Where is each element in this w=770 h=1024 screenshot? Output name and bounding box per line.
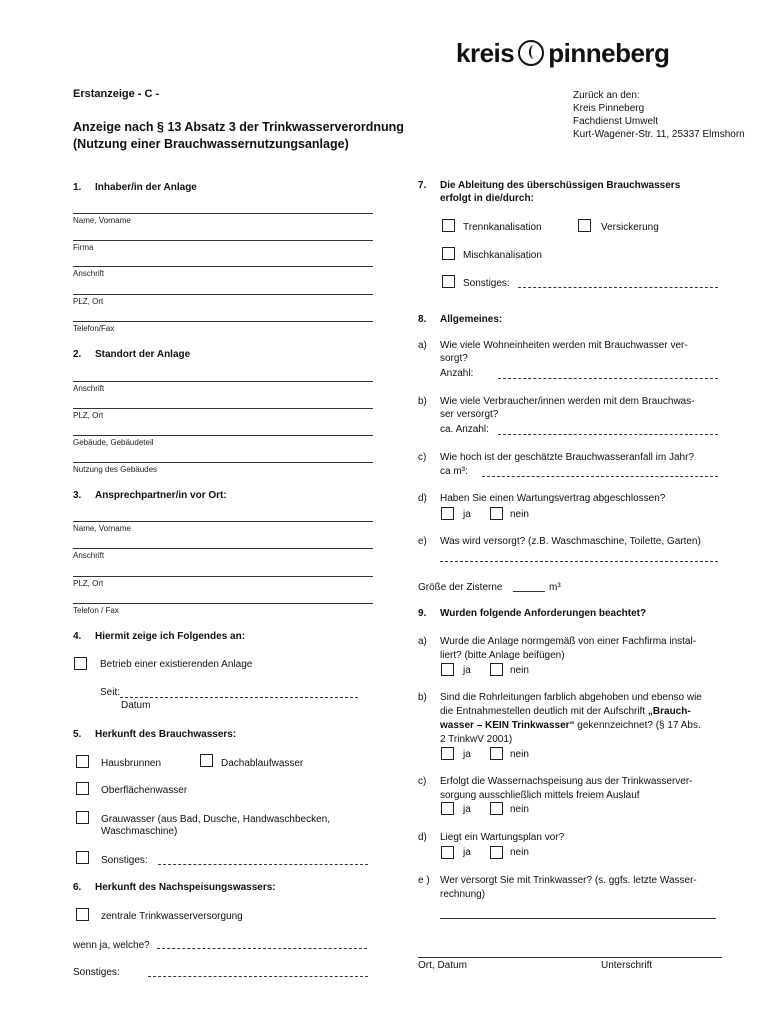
- input-line-ca-anzahl[interactable]: [498, 434, 718, 435]
- question-text: wasser – KEIN Trinkwasser“ gekennzeichnet? (§ 17 Abs.: [440, 720, 701, 731]
- sonstiges-label: Sonstiges:: [73, 967, 120, 978]
- item-label: d): [418, 832, 427, 843]
- checkbox-sonstiges[interactable]: [442, 275, 455, 288]
- question-text: Was wird versorgt? (z.B. Waschmaschine, Toilette, Garten): [440, 536, 701, 547]
- option-label: zentrale Trinkwasserversorgung: [101, 911, 243, 922]
- ort-datum-label: Ort, Datum: [418, 960, 467, 971]
- field-label: PLZ, Ort: [73, 297, 104, 306]
- unterschrift-label: Unterschrift: [601, 960, 653, 971]
- input-line-anschrift[interactable]: [73, 548, 373, 549]
- input-line-plz[interactable]: [73, 294, 373, 295]
- checkbox-grauwasser[interactable]: [76, 811, 89, 824]
- question-text: Wie viele Verbraucher/innen werden mit dem Brauchwas-: [440, 396, 695, 407]
- item-label: d): [418, 493, 427, 504]
- logo-text-right: pinneberg: [548, 38, 670, 68]
- checkbox-trennkanalisation[interactable]: [442, 219, 455, 232]
- option-label: Mischkanalisation: [463, 250, 542, 261]
- erstanzeige-label: Erstanzeige - C -: [73, 88, 160, 100]
- section-2-heading: 2. Standort der Anlage: [73, 349, 191, 360]
- input-line-zisterne[interactable]: [513, 591, 545, 592]
- return-line: Zurück an den:: [573, 90, 640, 101]
- logo-text-left: kreis: [456, 38, 515, 68]
- question-text: rechnung): [440, 889, 486, 900]
- item-label: a): [418, 636, 427, 647]
- checkbox-mischkanalisation[interactable]: [442, 247, 455, 260]
- wenn-ja-label: wenn ja, welche?: [73, 940, 150, 951]
- question-text: liert? (bitte Anlage beifügen): [440, 650, 565, 661]
- checkbox-dachablaufwasser[interactable]: [200, 754, 213, 767]
- checkbox-nein[interactable]: [490, 846, 503, 859]
- checkbox-sonstiges[interactable]: [76, 851, 89, 864]
- field-label: Name, Vorname: [73, 216, 131, 225]
- question-text: Sind die Rohrleitungen farblich abgehoben und ebenso wie: [440, 692, 702, 703]
- section-7-heading: 7. Die Ableitung des überschüssigen Brauchwassers: [418, 180, 681, 191]
- option-label: Grauwasser (aus Bad, Dusche, Handwaschbecken,: [101, 814, 331, 825]
- input-line-gebaeude[interactable]: [73, 435, 373, 436]
- item-label: b): [418, 692, 427, 703]
- m3-unit: m³: [549, 582, 561, 593]
- section-1-heading: 1. Inhaber/in der Anlage: [73, 182, 197, 193]
- input-line-name[interactable]: [73, 213, 373, 214]
- section-5-heading: 5. Herkunft des Brauchwassers:: [73, 729, 237, 740]
- field-label: Telefon / Fax: [73, 606, 119, 615]
- field-label: Gebäude, Gebäudeteil: [73, 438, 154, 447]
- checkbox-ja[interactable]: [441, 747, 454, 760]
- question-text: sorgung ausschließlich mittels freiem Auslauf: [440, 790, 640, 801]
- input-line-telefon[interactable]: [73, 321, 373, 322]
- field-label: Anschrift: [73, 551, 105, 560]
- question-text: ca. Anzahl:: [440, 424, 489, 435]
- input-line-sonstiges[interactable]: [148, 976, 368, 977]
- question-text: die Entnahmestellen deutlich mit der Aufschrift „Brauch-: [440, 706, 691, 717]
- question-text: Anzahl:: [440, 368, 474, 379]
- option-label: Waschmaschine): [101, 826, 178, 837]
- checkbox-oberflaechenwasser[interactable]: [76, 782, 89, 795]
- section-4-heading: 4. Hiermit zeige ich Folgendes an:: [73, 631, 246, 642]
- item-label: b): [418, 396, 427, 407]
- input-line-versorgt[interactable]: [440, 561, 718, 562]
- input-line-name[interactable]: [73, 521, 373, 522]
- option-label: Betrieb einer existierenden Anlage: [100, 659, 253, 670]
- input-line-nutzung[interactable]: [73, 462, 373, 463]
- checkbox-nein[interactable]: [490, 663, 503, 676]
- signature-line[interactable]: [418, 957, 722, 958]
- field-label: Nutzung des Gebäudes: [73, 465, 158, 474]
- seit-label: Seit:: [100, 687, 121, 698]
- yes-label: ja: [463, 509, 471, 520]
- checkbox-hausbrunnen[interactable]: [76, 755, 89, 768]
- field-label: Firma: [73, 243, 94, 252]
- field-label: PLZ, Ort: [73, 411, 104, 420]
- form-title-line2: (Nutzung einer Brauchwassernutzungsanlage): [73, 137, 349, 151]
- checkbox-ja[interactable]: [441, 802, 454, 815]
- datum-label: Datum: [121, 700, 151, 711]
- option-label: Oberflächenwasser: [101, 785, 188, 796]
- checkbox-zentrale-trinkwasserversorgung[interactable]: [76, 908, 89, 921]
- input-line-sonstiges[interactable]: [518, 287, 718, 288]
- option-label: Sonstiges:: [463, 278, 510, 289]
- question-text: Haben Sie einen Wartungsvertrag abgeschlossen?: [440, 493, 666, 504]
- question-text: Liegt ein Wartungsplan vor?: [440, 832, 565, 843]
- item-label: c): [418, 452, 427, 463]
- input-line-plz[interactable]: [73, 408, 373, 409]
- field-label: PLZ, Ort: [73, 579, 104, 588]
- checkbox-ja[interactable]: [441, 846, 454, 859]
- input-line-m3[interactable]: [482, 476, 718, 477]
- field-label: Anschrift: [73, 384, 105, 393]
- field-label: Anschrift: [73, 269, 105, 278]
- input-line-anschrift[interactable]: [73, 266, 373, 267]
- input-line-wenn-ja[interactable]: [157, 948, 367, 949]
- section-7-heading-line2: erfolgt in die/durch:: [440, 193, 534, 204]
- no-label: nein: [510, 847, 529, 858]
- question-text: Wer versorgt Sie mit Trinkwasser? (s. ggfs. letzte Wasser-: [440, 875, 697, 886]
- zisterne-label: Größe der Zisterne: [418, 582, 503, 593]
- option-label: Versickerung: [601, 222, 659, 233]
- no-label: nein: [510, 749, 529, 760]
- question-text: 2 TrinkwV 2001): [440, 734, 513, 745]
- question-text: ser versorgt?: [440, 409, 499, 420]
- return-line: Kurt-Wagener-Str. 11, 25337 Elmshorn: [573, 129, 745, 140]
- return-line: Fachdienst Umwelt: [573, 116, 659, 127]
- input-line-sonstiges[interactable]: [158, 864, 368, 865]
- input-line-firma[interactable]: [73, 240, 373, 241]
- checkbox-nein[interactable]: [490, 507, 503, 520]
- checkbox-ja[interactable]: [441, 507, 454, 520]
- return-line: Kreis Pinneberg: [573, 103, 645, 114]
- input-line-wasserversorger[interactable]: [440, 918, 716, 919]
- yes-label: ja: [463, 847, 471, 858]
- option-label: Trennkanalisation: [463, 222, 542, 233]
- field-label: Telefon/Fax: [73, 324, 115, 333]
- yes-label: ja: [463, 665, 471, 676]
- item-label: e): [418, 536, 427, 547]
- question-text: Erfolgt die Wassernachspeisung aus der Trinkwasserver-: [440, 776, 693, 787]
- kreis-pinneberg-logo: [456, 38, 669, 69]
- checkbox-versickerung[interactable]: [578, 219, 591, 232]
- section-6-heading: 6. Herkunft des Nachspeisungswassers:: [73, 882, 276, 893]
- item-label: c): [418, 776, 427, 787]
- input-line-anschrift[interactable]: [73, 381, 373, 382]
- yes-label: ja: [463, 749, 471, 760]
- input-line-plz[interactable]: [73, 576, 373, 577]
- input-line-telefon[interactable]: [73, 603, 373, 604]
- input-line-seit[interactable]: [120, 697, 358, 698]
- field-label: Name, Vorname: [73, 524, 131, 533]
- question-text: Wie hoch ist der geschätzte Brauchwasseranfall im Jahr?: [440, 452, 695, 463]
- checkbox-nein[interactable]: [490, 747, 503, 760]
- section-9-heading: 9. Wurden folgende Anforderungen beachtet?: [418, 608, 647, 619]
- item-label: a): [418, 340, 427, 351]
- return-address: [573, 89, 745, 141]
- form-title-line1: Anzeige nach § 13 Absatz 3 der Trinkwasserverordnung: [73, 120, 404, 134]
- option-label: Hausbrunnen: [101, 758, 162, 769]
- no-label: nein: [510, 804, 529, 815]
- section-8-heading: 8. Allgemeines:: [418, 314, 503, 325]
- no-label: nein: [510, 509, 529, 520]
- question-text: sorgt?: [440, 353, 468, 364]
- question-text: Wie viele Wohneinheiten werden mit Brauchwasser ver-: [440, 340, 688, 351]
- yes-label: ja: [463, 804, 471, 815]
- checkbox-betrieb[interactable]: [74, 657, 87, 670]
- checkbox-ja[interactable]: [441, 663, 454, 676]
- item-label: e ): [418, 875, 430, 886]
- no-label: nein: [510, 665, 529, 676]
- question-text: Wurde die Anlage normgemäß von einer Fachfirma instal-: [440, 636, 697, 647]
- section-3-heading: 3. Ansprechpartner/in vor Ort:: [73, 490, 227, 501]
- input-line-anzahl[interactable]: [498, 378, 718, 379]
- option-label: Dachablaufwasser: [221, 758, 304, 769]
- option-label: Sonstiges:: [101, 855, 148, 866]
- logo-swirl-icon: [518, 40, 544, 66]
- question-text: ca m³:: [440, 466, 468, 477]
- checkbox-nein[interactable]: [490, 802, 503, 815]
